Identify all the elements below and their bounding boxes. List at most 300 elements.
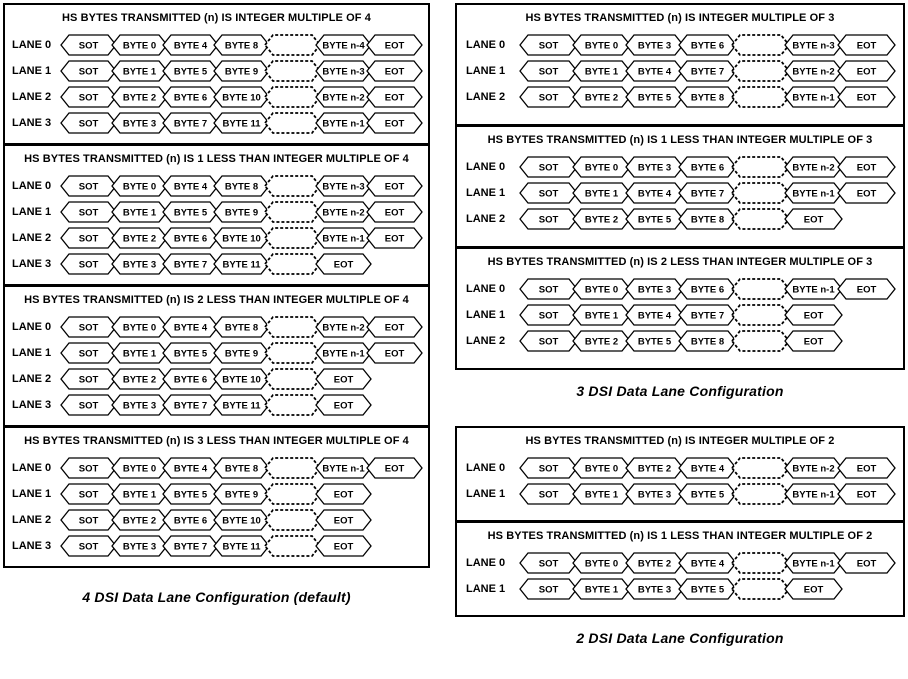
signal-cell (837, 86, 896, 108)
signal-cell-label: BYTE 4 (637, 310, 672, 322)
signal-cell (111, 112, 168, 134)
lane-label: LANE 2 (12, 514, 52, 526)
elided-bytes-gap-cell (264, 316, 321, 338)
signal-cell-label: BYTE 1 (584, 584, 619, 596)
signal-cell (60, 60, 117, 82)
lane-row (457, 208, 903, 230)
signal-cell-label: BYTE 11 (222, 118, 261, 130)
lane-row (457, 60, 903, 82)
signal-cell (366, 316, 423, 338)
signal-cell (60, 535, 117, 557)
timing-panel (3, 3, 430, 145)
signal-cell-label: SOT (78, 322, 99, 334)
signal-cell-label: BYTE 0 (122, 40, 157, 52)
signal-cell-label: SOT (78, 400, 99, 412)
signal-cell (678, 156, 737, 178)
signal-cell-label: BYTE 5 (637, 214, 672, 226)
signal-cell (111, 394, 168, 416)
signal-cell-label: SOT (78, 233, 99, 245)
signal-cell-label: BYTE 1 (584, 489, 619, 501)
signal-cell-label: SOT (538, 92, 559, 104)
signal-cell (519, 578, 578, 600)
signal-cell-label: BYTE n-1 (792, 558, 835, 570)
signal-cell (625, 182, 684, 204)
elided-bytes-gap-cell (731, 278, 790, 300)
dashed-hexagon-outline (265, 458, 320, 478)
lane-label: LANE 1 (466, 187, 506, 199)
signal-cell-label: BYTE n-3 (322, 181, 365, 193)
signal-cell-label: BYTE 8 (690, 214, 725, 226)
elided-bytes-gap-cell (264, 175, 321, 197)
panel-title: HS BYTES TRANSMITTED (n) IS 1 LESS THAN INTEGER MULTIPLE OF 2 (487, 530, 873, 542)
signal-cell-label: BYTE 6 (690, 284, 725, 296)
signal-cell (315, 112, 372, 134)
lane-row (457, 156, 903, 178)
signal-cell (162, 253, 219, 275)
lane-row (457, 304, 903, 326)
signal-cell-label: EOT (856, 558, 877, 570)
signal-cell-label: BYTE 8 (224, 322, 259, 334)
dashed-hexagon-outline (732, 279, 789, 299)
signal-cell-label: EOT (384, 118, 405, 130)
signal-cell (60, 201, 117, 223)
signal-cell-label: BYTE 9 (224, 66, 259, 78)
signal-cell-label: BYTE 2 (122, 374, 157, 386)
signal-cell (519, 182, 578, 204)
signal-cell (366, 227, 423, 249)
lane-row (5, 368, 428, 390)
signal-cell (572, 552, 631, 574)
signal-cell-label: SOT (78, 40, 99, 52)
elided-bytes-gap-cell (264, 394, 321, 416)
signal-cell (213, 368, 270, 390)
signal-cell (519, 208, 578, 230)
caption-4-lane-config: 4 DSI Data Lane Configuration (default) (82, 589, 351, 605)
signal-cell-label: SOT (78, 463, 99, 475)
dashed-hexagon-outline (732, 458, 789, 478)
dashed-hexagon-outline (732, 183, 789, 203)
signal-cell-label: SOT (538, 310, 559, 322)
signal-cell-label: SOT (538, 336, 559, 348)
signal-cell (625, 278, 684, 300)
signal-cell-label: BYTE 7 (173, 259, 208, 271)
signal-cell (572, 578, 631, 600)
signal-cell-label: BYTE 2 (637, 463, 672, 475)
signal-cell-label: BYTE n-2 (792, 162, 835, 174)
lane-label: LANE 3 (12, 399, 52, 411)
signal-cell (315, 175, 372, 197)
elided-bytes-gap-cell (264, 253, 321, 275)
signal-cell (366, 175, 423, 197)
signal-cell-label: EOT (384, 207, 405, 219)
signal-cell-label: EOT (333, 259, 354, 271)
lane-row (457, 182, 903, 204)
signal-cell-label: EOT (384, 233, 405, 245)
signal-cell (315, 394, 372, 416)
lane-label: LANE 2 (466, 213, 506, 225)
signal-cell (111, 227, 168, 249)
signal-cell-label: BYTE 2 (584, 214, 619, 226)
signal-cell-label: BYTE 4 (637, 188, 672, 200)
signal-cell (111, 457, 168, 479)
signal-cell-label: SOT (78, 541, 99, 553)
lane-label: LANE 3 (12, 117, 52, 129)
signal-cell (572, 86, 631, 108)
dashed-hexagon-outline (265, 87, 320, 107)
signal-cell-label: BYTE n-4 (322, 40, 365, 52)
lane-label: LANE 3 (12, 258, 52, 270)
signal-cell-label: BYTE 3 (122, 541, 157, 553)
signal-cell (572, 208, 631, 230)
signal-cell (60, 394, 117, 416)
elided-bytes-gap-cell (264, 86, 321, 108)
lane-row (5, 316, 428, 338)
signal-cell (111, 509, 168, 531)
lane-label: LANE 2 (466, 91, 506, 103)
signal-cell (111, 483, 168, 505)
signal-cell (678, 208, 737, 230)
dashed-hexagon-outline (732, 87, 789, 107)
panels-3-lane (455, 3, 905, 370)
dashed-hexagon-outline (732, 157, 789, 177)
elided-bytes-gap-cell (264, 201, 321, 223)
signal-cell (678, 552, 737, 574)
signal-cell-label: SOT (78, 92, 99, 104)
dashed-hexagon-outline (265, 395, 320, 415)
signal-cell-label: BYTE 4 (173, 463, 208, 475)
signal-cell (60, 227, 117, 249)
signal-cell (784, 304, 843, 326)
dashed-hexagon-outline (265, 228, 320, 248)
elided-bytes-gap-cell (264, 112, 321, 134)
signal-cell-label: BYTE 10 (222, 374, 261, 386)
lane-label: LANE 0 (466, 557, 506, 569)
signal-cell (213, 394, 270, 416)
signal-cell-label: SOT (78, 259, 99, 271)
signal-cell (315, 86, 372, 108)
lane-row (5, 253, 428, 275)
lane-label: LANE 0 (466, 462, 506, 474)
signal-cell (366, 86, 423, 108)
signal-cell-label: BYTE n-2 (792, 66, 835, 78)
signal-cell (111, 342, 168, 364)
signal-cell (678, 86, 737, 108)
signal-cell (162, 112, 219, 134)
signal-cell-label: BYTE n-2 (322, 207, 365, 219)
dashed-hexagon-outline (265, 35, 320, 55)
lane-row (457, 34, 903, 56)
signal-cell (366, 342, 423, 364)
signal-cell (837, 60, 896, 82)
signal-cell-label: SOT (78, 348, 99, 360)
signal-cell (625, 304, 684, 326)
signal-cell (315, 457, 372, 479)
signal-cell (162, 34, 219, 56)
lane-row (5, 342, 428, 364)
signal-cell-label: BYTE 6 (690, 40, 725, 52)
signal-cell-label: EOT (856, 40, 877, 52)
signal-cell-label: BYTE 6 (173, 233, 208, 245)
signal-cell-label: BYTE 1 (584, 188, 619, 200)
signal-cell-label: BYTE 4 (690, 558, 725, 570)
signal-cell (678, 330, 737, 352)
lane-label: LANE 1 (466, 488, 506, 500)
signal-cell (366, 112, 423, 134)
signal-cell (162, 394, 219, 416)
signal-cell (837, 552, 896, 574)
signal-cell-label: EOT (856, 162, 877, 174)
elided-bytes-gap-cell (731, 304, 790, 326)
signal-cell (213, 316, 270, 338)
lane-row (457, 86, 903, 108)
elided-bytes-gap-cell (731, 483, 790, 505)
signal-cell (572, 278, 631, 300)
lane-label: LANE 2 (466, 335, 506, 347)
signal-cell-label: SOT (538, 40, 559, 52)
signal-cell (837, 457, 896, 479)
signal-cell-label: BYTE 11 (222, 541, 261, 553)
caption-2-lane-config: 2 DSI Data Lane Configuration (576, 630, 784, 646)
signal-cell-label: EOT (384, 92, 405, 104)
lane-row (457, 278, 903, 300)
signal-cell-label: SOT (78, 515, 99, 527)
signal-cell-label: SOT (538, 558, 559, 570)
signal-cell (213, 201, 270, 223)
signal-cell (111, 34, 168, 56)
lane-row (5, 86, 428, 108)
signal-cell (60, 509, 117, 531)
signal-cell (678, 182, 737, 204)
signal-cell (315, 316, 372, 338)
dashed-hexagon-outline (732, 331, 789, 351)
signal-cell (572, 60, 631, 82)
dashed-hexagon-outline (265, 369, 320, 389)
signal-cell-label: EOT (803, 310, 824, 322)
lane-row (457, 552, 903, 574)
signal-cell (572, 304, 631, 326)
elided-bytes-gap-cell (264, 535, 321, 557)
signal-cell (678, 304, 737, 326)
signal-cell-label: BYTE 6 (173, 515, 208, 527)
signal-cell (519, 457, 578, 479)
signal-cell (625, 483, 684, 505)
signal-cell-label: BYTE 2 (637, 558, 672, 570)
signal-cell-label: BYTE n-1 (792, 284, 835, 296)
signal-cell-label: SOT (538, 489, 559, 501)
signal-cell (60, 342, 117, 364)
signal-cell (60, 316, 117, 338)
elided-bytes-gap-cell (731, 60, 790, 82)
group-2-lane (455, 426, 905, 646)
signal-cell (837, 156, 896, 178)
signal-cell-label: SOT (78, 118, 99, 130)
signal-cell-label: SOT (538, 66, 559, 78)
signal-cell (111, 316, 168, 338)
signal-cell (519, 483, 578, 505)
signal-cell-label: BYTE 2 (122, 92, 157, 104)
signal-cell (111, 175, 168, 197)
lane-label: LANE 0 (466, 161, 506, 173)
signal-cell-label: EOT (856, 489, 877, 501)
signal-cell (60, 86, 117, 108)
signal-cell (315, 509, 372, 531)
signal-cell (678, 60, 737, 82)
panel-title: HS BYTES TRANSMITTED (n) IS INTEGER MULTIPLE OF 4 (61, 12, 372, 24)
signal-cell (519, 34, 578, 56)
timing-panel (455, 125, 905, 248)
signal-cell-label: BYTE n-1 (792, 188, 835, 200)
signal-cell (784, 156, 843, 178)
signal-cell-label: BYTE 0 (122, 181, 157, 193)
lane-label: LANE 0 (12, 39, 52, 51)
lane-label: LANE 0 (12, 321, 52, 333)
signal-cell (519, 304, 578, 326)
signal-cell-label: BYTE 8 (690, 92, 725, 104)
signal-cell (784, 457, 843, 479)
dashed-hexagon-outline (265, 202, 320, 222)
dashed-hexagon-outline (265, 176, 320, 196)
signal-cell (315, 368, 372, 390)
signal-cell (784, 182, 843, 204)
lane-row (5, 60, 428, 82)
signal-cell (519, 278, 578, 300)
signal-cell-label: EOT (384, 66, 405, 78)
dashed-hexagon-outline (732, 35, 789, 55)
signal-cell-label: BYTE 1 (122, 66, 157, 78)
elided-bytes-gap-cell (731, 330, 790, 352)
signal-cell (678, 278, 737, 300)
signal-cell-label: SOT (538, 214, 559, 226)
panel-title: HS BYTES TRANSMITTED (n) IS 2 LESS THAN INTEGER MULTIPLE OF 3 (487, 256, 873, 268)
signal-cell-label: BYTE n-2 (322, 322, 365, 334)
signal-cell (162, 457, 219, 479)
column-4-lane (3, 3, 430, 605)
signal-cell (60, 253, 117, 275)
signal-cell-label: BYTE 4 (173, 181, 208, 193)
signal-cell-label: BYTE 3 (122, 400, 157, 412)
signal-cell (784, 86, 843, 108)
signal-cell-label: BYTE n-1 (792, 92, 835, 104)
dashed-hexagon-outline (732, 305, 789, 325)
lane-label: LANE 1 (12, 206, 52, 218)
signal-cell-label: BYTE n-2 (792, 463, 835, 475)
signal-cell-label: BYTE 7 (690, 188, 725, 200)
signal-cell-label: BYTE 5 (690, 489, 725, 501)
lane-label: LANE 1 (466, 309, 506, 321)
signal-cell (572, 457, 631, 479)
signal-cell-label: EOT (856, 188, 877, 200)
signal-cell (784, 330, 843, 352)
signal-cell (784, 483, 843, 505)
signal-cell-label: EOT (333, 489, 354, 501)
signal-cell-label: BYTE 5 (690, 584, 725, 596)
signal-cell-label: EOT (803, 584, 824, 596)
signal-cell (519, 330, 578, 352)
signal-cell (572, 330, 631, 352)
timing-panel (3, 285, 430, 427)
signal-cell (366, 34, 423, 56)
signal-cell-label: BYTE 5 (173, 348, 208, 360)
dashed-hexagon-outline (732, 553, 789, 573)
signal-cell (837, 278, 896, 300)
signal-cell-label: BYTE 9 (224, 489, 259, 501)
signal-cell-label: BYTE 5 (637, 92, 672, 104)
signal-cell (60, 112, 117, 134)
lane-label: LANE 2 (12, 232, 52, 244)
lane-row (5, 112, 428, 134)
elided-bytes-gap-cell (264, 368, 321, 390)
signal-cell-label: BYTE 7 (690, 310, 725, 322)
signal-cell-label: BYTE 6 (173, 92, 208, 104)
signal-cell (213, 457, 270, 479)
signal-cell-label: BYTE 0 (122, 463, 157, 475)
signal-cell (784, 60, 843, 82)
signal-cell (60, 483, 117, 505)
signal-cell (213, 86, 270, 108)
signal-cell-label: SOT (538, 162, 559, 174)
signal-cell (162, 483, 219, 505)
elided-bytes-gap-cell (264, 483, 321, 505)
signal-cell-label: BYTE n-2 (322, 92, 365, 104)
signal-cell-label: BYTE 8 (690, 336, 725, 348)
signal-cell (315, 227, 372, 249)
lane-label: LANE 0 (466, 283, 506, 295)
signal-cell (111, 368, 168, 390)
signal-cell-label: BYTE 5 (637, 336, 672, 348)
lane-row (457, 578, 903, 600)
signal-cell (315, 34, 372, 56)
signal-cell (213, 535, 270, 557)
elided-bytes-gap-cell (731, 86, 790, 108)
signal-cell-label: BYTE 9 (224, 207, 259, 219)
signal-cell (162, 86, 219, 108)
signal-cell (213, 227, 270, 249)
timing-panel (455, 3, 905, 126)
lane-label: LANE 0 (12, 180, 52, 192)
signal-cell-label: BYTE n-1 (322, 118, 365, 130)
signal-cell (625, 457, 684, 479)
signal-cell (315, 342, 372, 364)
signal-cell (366, 201, 423, 223)
signal-cell-label: BYTE 4 (173, 322, 208, 334)
signal-cell (60, 34, 117, 56)
signal-cell-label: BYTE 7 (173, 400, 208, 412)
signal-cell-label: BYTE 4 (173, 40, 208, 52)
elided-bytes-gap-cell (731, 578, 790, 600)
signal-cell (678, 483, 737, 505)
dashed-hexagon-outline (265, 317, 320, 337)
signal-cell (213, 34, 270, 56)
signal-cell-label: BYTE 3 (637, 40, 672, 52)
signal-cell-label: BYTE 1 (122, 207, 157, 219)
signal-cell-label: BYTE 0 (584, 162, 619, 174)
signal-cell (625, 552, 684, 574)
signal-cell (837, 483, 896, 505)
caption-3-lane-config: 3 DSI Data Lane Configuration (576, 383, 784, 399)
signal-cell-label: BYTE 3 (637, 284, 672, 296)
panel-title: HS BYTES TRANSMITTED (n) IS INTEGER MULTIPLE OF 3 (525, 12, 835, 24)
elided-bytes-gap-cell (731, 156, 790, 178)
dashed-hexagon-outline (265, 61, 320, 81)
signal-cell-label: SOT (78, 489, 99, 501)
signal-cell-label: BYTE 10 (222, 515, 261, 527)
signal-cell (837, 34, 896, 56)
signal-cell-label: BYTE n-1 (322, 348, 365, 360)
signal-cell-label: BYTE 6 (173, 374, 208, 386)
signal-cell-label: SOT (538, 584, 559, 596)
signal-cell (162, 535, 219, 557)
timing-panel (3, 426, 430, 568)
